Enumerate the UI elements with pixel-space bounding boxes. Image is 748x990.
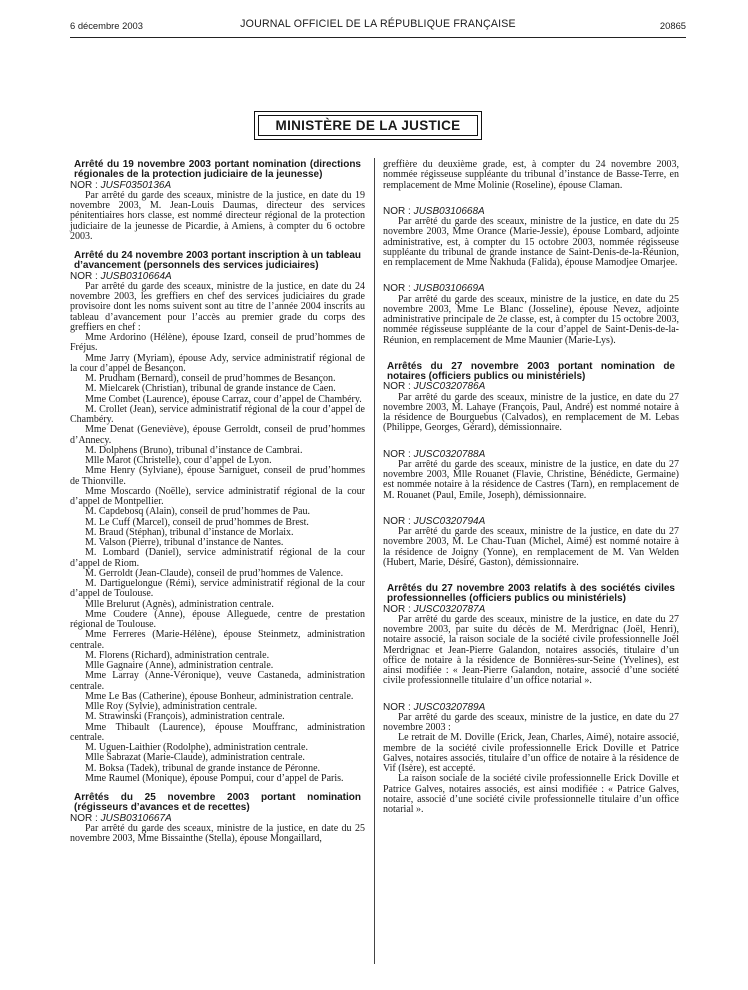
list-item: Mlle Roy (Sylvie), administration centrale. — [85, 701, 258, 712]
name-list — [70, 333, 365, 784]
nor-reference: NOR : JUSB0310668A — [383, 205, 485, 217]
list-item: M. Valson (Pierre), tribunal d’instance de Nantes. — [85, 537, 284, 548]
paragraph: Par arrêté du garde des sceaux, ministre de la justice, en date du 19 novembre 2003, M. Jean-Louis Daumas, directeur des services pénitentiaires hors classe, est nommé directeur régional de la protection judiciaire de la jeunesse de Picardie, à Amiens, à compter du 6 octobre 2003. — [70, 189, 365, 242]
list-item: M. Dartiguelongue (Rémi), service administratif régional de la cour d’appel de Toulouse. — [70, 578, 365, 600]
page-header — [70, 18, 686, 34]
column-divider — [374, 158, 375, 964]
list-item: Mlle Marot (Christelle), cour d’appel de Lyon. — [85, 455, 272, 466]
list-item: Mme Combet (Laurence), épouse Carraz, cour d’appel de Chambéry. — [85, 393, 362, 405]
list-item: Mme Le Bas (Catherine), épouse Bonheur, administration centrale. — [85, 690, 354, 702]
header-journal-title: JOURNAL OFFICIEL DE LA RÉPUBLIQUE FRANÇAISE — [240, 18, 516, 30]
nor-reference: NOR : JUSB0310667A — [70, 812, 172, 824]
right-column — [383, 160, 679, 815]
list-item: Mme Thibault (Laurence), épouse Mouffranc, administration centrale. — [70, 721, 365, 743]
paragraph: Par arrêté du garde des sceaux, ministre de la justice, en date du 27 novembre 2003, M. Le Chau-Tuan (Michel, Aimé) est nommé notaire à la résidence de Joigny (Yonne), en remplacement de M. Van Welden (Hubert, Marie, Désiré, Gaston), démissionnaire. — [383, 526, 679, 568]
nor-reference: NOR : JUSB0310664A — [70, 270, 172, 282]
ministry-title: MINISTÈRE DE LA JUSTICE — [258, 115, 478, 136]
list-item: Mme Coudere (Anne), épouse Alleguede, centre de prestation régional de Toulouse. — [70, 608, 365, 630]
list-item: Mlle Brelurut (Agnès), administration centrale. — [85, 598, 274, 610]
list-item: Mme Moscardo (Noëlle), service administratif régional de la cour d’appel de Montpellier. — [70, 485, 365, 507]
section-title: Arrêtés du 25 novembre 2003 portant nomination (régisseurs d’avances et de recettes) — [74, 792, 361, 814]
list-item: Mlle Sabrazat (Marie-Claude), administration centrale. — [85, 752, 305, 764]
section-title: Arrêtés du 27 novembre 2003 portant nomination de notaires (officiers publics ou ministériels) — [387, 360, 675, 382]
section-title: Arrêté du 24 novembre 2003 portant inscription à un tableau d’avancement (personnels des services judiciaires) — [74, 250, 361, 272]
nor-reference: NOR : JUSB0310669A — [383, 283, 485, 295]
list-item: Mme Henry (Sylviane), épouse Sarniguet, conseil de prud’hommes de Thionville. — [70, 465, 365, 487]
header-date: 6 décembre 2003 — [70, 20, 143, 31]
paragraph: Par arrêté du garde des sceaux, ministre de la justice, en date du 27 novembre 2003, M. Lahaye (François, Paul, André) est nommé notaire à la résidence de Bourguebus (Calvados), en remplacement de M. Lebas (Philippe, Georges, Gérard), démissionnaire. — [383, 391, 679, 434]
paragraph: Par arrêté du garde des sceaux, ministre de la justice, en date du 27 novembre 2003, par suite du décès de M. Merdrignac (Joël, Henri), notaire associé, la raison sociale de la société civile professionnelle Joël Merdrignac et Jean-Pierre Galandon, notaires associés, titulaire d’un office de notaire à la résidence de Bonnières-sur-Seine (Yvelines), est ainsi modifiée : « Jean-Pierre Galandon, notaire, associé d’une société civile professionnelle titulaire d’un office notarial ». — [383, 613, 679, 687]
list-item: Mme Ardorino (Hélène), épouse Izard, conseil de prud’hommes de Fréjus. — [70, 332, 365, 354]
list-item: M. Le Cuff (Marcel), conseil de prud’hommes de Brest. — [85, 516, 309, 528]
nor-reference: NOR : JUSC0320788A — [383, 448, 486, 460]
list-item: M. Gerroldt (Jean-Claude), conseil de prud’hommes de Valence. — [85, 567, 344, 579]
header-rule — [70, 37, 686, 38]
nor-reference: NOR : JUSC0320786A — [383, 381, 486, 393]
nor-reference: NOR : JUSC0320787A — [383, 603, 486, 615]
paragraph: Par arrêté du garde des sceaux, ministre de la justice, en date du 24 novembre 2003, les greffiers en chef des services judiciaires du grade provisoire dont les noms suivent sont au titre de l’année 2004 inscrits au tableau d’avancement pour l’accès au premier grade du corps des greffiers en chef : — [70, 280, 365, 333]
paragraph: Par arrêté du garde des sceaux, ministre de la justice, en date du 25 novembre 2003, Mme Bissainthe (Stella), épouse Mongaillard, — [70, 822, 365, 844]
nor-reference: NOR : JUSC0320794A — [383, 515, 486, 527]
list-item: Mme Ferreres (Marie-Hélène), épouse Steinmetz, administration centrale. — [70, 629, 365, 651]
paragraph: Par arrêté du garde des sceaux, ministre de la justice, en date du 25 novembre 2003, Mme Le Blanc (Josseline), épouse Nevez, adjointe administrative principale de 2e classe, est, à compter du 15 octobre 2003, nommée régisseuse suppléante de la cour d’appel de Saint-Denis-de-la-Réunion, en remplacement de Mme Maunier (Marie-Lys). — [383, 293, 679, 346]
paragraph: Par arrêté du garde des sceaux, ministre de la justice, en date du 27 novembre 2003, Mlle Rouanet (Flavie, Christine, Bénédicte, Germaine) est nommée notaire à la résidence de Castres (Tarn), en remplacement de M. Rouanet (Paul, Emile, Joseph), démissionnaire. — [383, 458, 679, 501]
list-item: M. Braud (Stéphan), tribunal d’instance de Morlaix. — [85, 526, 294, 538]
list-item: M. Mielcarek (Christian), tribunal de grande instance de Caen. — [85, 383, 336, 395]
list-item: M. Prudham (Bernard), conseil de prud’hommes de Besançon. — [85, 373, 336, 384]
list-item: M. Florens (Richard), administration centrale. — [85, 649, 270, 661]
left-column — [70, 160, 365, 844]
ministry-box — [254, 111, 482, 140]
list-item: Mlle Gagnaire (Anne), administration centrale. — [85, 660, 274, 671]
list-item: Mme Jarry (Myriam), épouse Ady, service administratif régional de la cour d’appel de Besançon. — [70, 352, 365, 374]
list-item: M. Crollet (Jean), service administratif régional de la cour d’appel de Chambéry. — [70, 403, 365, 425]
list-item: Mme Raumel (Monique), épouse Pompui, cour d’appel de Paris. — [85, 772, 344, 784]
list-item: M. Capdebosq (Alain), conseil de prud’hommes de Pau. — [85, 506, 310, 518]
header-page-number: 20865 — [659, 20, 686, 31]
nor-reference: NOR : JUSC0320789A — [383, 701, 486, 713]
section-title: Arrêtés du 27 novembre 2003 relatifs à des sociétés civiles professionnelles (officiers publics ou ministériels) — [387, 583, 675, 605]
paragraph: Par arrêté du garde des sceaux, ministre de la justice, en date du 27 novembre 2003 : — [383, 711, 679, 733]
list-item: M. Dolphens (Bruno), tribunal d’instance de Cambrai. — [85, 444, 303, 456]
paragraph: Le retrait de M. Doville (Erick, Jean, Charles, Aimé), notaire associé, membre de la société civile professionnelle Erick Doville et Patrice Galves, notaires associés, titulaire d’un office de notaire à la résidence de Vif (Isère), est accepté. — [383, 732, 679, 774]
list-item: M. Strawinski (François), administration centrale. — [85, 711, 285, 723]
paragraph: Par arrêté du garde des sceaux, ministre de la justice, en date du 25 novembre 2003, Mme Orance (Marie-Jessie), épouse Lombard, adjointe administrative, est, à compter du 15 octobre 2003, nommée régisseuse suppléante du tribunal de grande instance de Saint-Denis-de-la-Réunion, en remplacement de Mme Nakhuda (Falida), épouse Mamodjee Omarjee. — [383, 216, 679, 268]
list-item: M. Boksa (Tadek), tribunal de grande instance de Péronne. — [85, 762, 321, 774]
list-item: Mme Larray (Anne-Véronique), veuve Castaneda, administration centrale. — [70, 670, 365, 692]
list-item: Mme Denat (Geneviève), épouse Gerroldt, conseil de prud’hommes d’Annecy. — [70, 424, 365, 446]
list-item: M. Uguen-Laithier (Rodolphe), administration centrale. — [85, 742, 308, 753]
paragraph: greffière du deuxième grade, est, à compter du 24 novembre 2003, nommée régisseuse suppléante du tribunal d’instance de Basse-Terre, en remplacement de Mme Molinie (Roseline), épouse Claman. — [383, 159, 679, 191]
list-item: M. Lombard (Daniel), service administratif régional de la cour d’appel de Riom. — [70, 547, 365, 569]
paragraph: La raison sociale de la société civile professionnelle Erick Doville et Patrice Galves, notaires associés, est ainsi modifiée : « Patrice Galves, notaire, associé d’une société civile professionnelle titulaire d’un office notarial ». — [383, 773, 679, 815]
section-title: Arrêté du 19 novembre 2003 portant nomination (directions régionales de la protection judiciaire de la jeunesse) — [74, 159, 361, 181]
nor-reference: NOR : JUSF0350136A — [70, 179, 172, 191]
